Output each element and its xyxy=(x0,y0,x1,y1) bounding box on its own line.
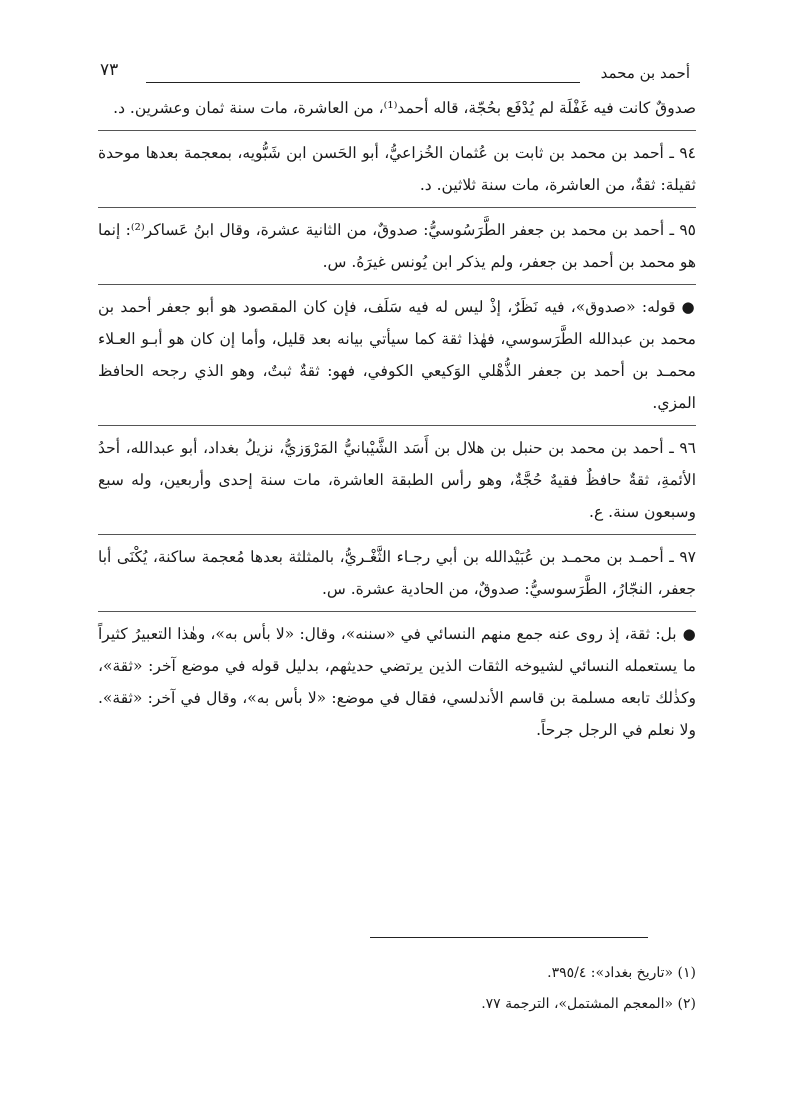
header-rule xyxy=(146,82,580,83)
entry-96: ٩٦ ـ أحمد بن محمد بن حنبل بن هلال بن أَسَد الشَّيْبانيُّ المَرْوَزيُّ، نزيلُ بغداد، أبو عبدالله، أحدُ الأئمةِ، ثقةٌ حافظٌ فقيهٌ حُجَّةٌ، وهو رأس الطبقة العاشرة، مات سنة إحدى وأربعين، وله سبع وسبعون سنة. ع. xyxy=(98,439,696,521)
footnote-1: (١) «تاريخ بغداد»: ٣٩٥/٤. xyxy=(547,965,696,981)
footnote-rule xyxy=(370,937,648,938)
footnotes xyxy=(98,958,696,1020)
commentary-95 xyxy=(98,291,696,419)
commentary-text: قوله: «صدوق»، فيه نَظَرٌ، إذْ ليس له فيه سَلَف، فإن كان المقصود هو أبو جعفر أحمد بن محمد بن عبدالله الطَّرَسوسي، فهٰذا ثقة كما سيأتي بيانه بعد قليل، وأما إن كان هو أبـو العـلاء محمـد بن أحمد بن جعفر الذُّهْلي الوَكيعي الكوفي، فهو: ثقةٌ ثبتٌ، وهو الذي رجحه الحافظ المزي. xyxy=(98,298,696,412)
entry-separator xyxy=(98,284,696,285)
bullet-icon: ● xyxy=(681,298,696,316)
entry-97: ٩٧ ـ أحمـد بن محمـد بن عُبَيْدالله بن أبي رجـاء الثَّغْـريُّ، بالمثلثة بعدها مُعجمة ساكنة، يُكْنَى أبا جعفر، النجّارُ، الطَّرَسوسيُّ: صدوقٌ، من الحادية عشرة. س. xyxy=(98,548,696,598)
page-number: ٧٣ xyxy=(100,60,119,80)
entry-94: ٩٤ ـ أحمد بن محمد بن ثابت بن عُثمان الخُزاعيُّ، أبو الحَسن ابن شَبُّويه، بمعجمة بعدها موحدة ثقيلة: ثقةٌ، من العاشرة، مات سنة ثلاثين. د. xyxy=(98,144,696,194)
running-title: أحمد بن محمد xyxy=(600,64,690,82)
entry-separator xyxy=(98,611,696,612)
page-header xyxy=(100,58,690,88)
entry-separator xyxy=(98,534,696,535)
entry-separator xyxy=(98,425,696,426)
footnote-2: (٢) «المعجم المشتمل»، الترجمة ٧٧. xyxy=(481,996,696,1012)
paragraph-continuation: صدوقٌ كانت فيه غَفْلَة لم يُدْفَع بحُجّة، قاله أحمد⁽¹⁾، من العاشرة، مات سنة ثمان وعشرين. د. xyxy=(113,99,696,117)
main-text xyxy=(98,92,696,746)
commentary-text: بل: ثقة، إذ روى عنه جمع منهم النسائي في «سننه»، وقال: «لا بأس به»، وهٰذا التعبيرُ كثيراً ما يستعمله النسائي لشيوخه الثقات الذين يرتضي حديثهم، بدليل قوله في موضع آخر: «ثقة»، وكذٰلك تابعه مسلمة بن قاسم الأندلسي، فقال في موضع: «لا بأس به»، وقال في آخر: «ثقة». ولا نعلم في الرجل جرحاً. xyxy=(98,625,696,739)
bullet-icon: ● xyxy=(682,625,696,643)
commentary-97 xyxy=(98,618,696,746)
entry-separator xyxy=(98,130,696,131)
entry-separator xyxy=(98,207,696,208)
entry-95: ٩٥ ـ أحمد بن محمد بن جعفر الطَّرَسُوسيُّ: صدوقٌ، من الثانية عشرة، وقال ابنُ عَساكر⁽²⁾: إنما هو محمد بن أحمد بن جعفر، ولم يذكر ابن يُونس غيرَهُ. س. xyxy=(98,221,696,271)
